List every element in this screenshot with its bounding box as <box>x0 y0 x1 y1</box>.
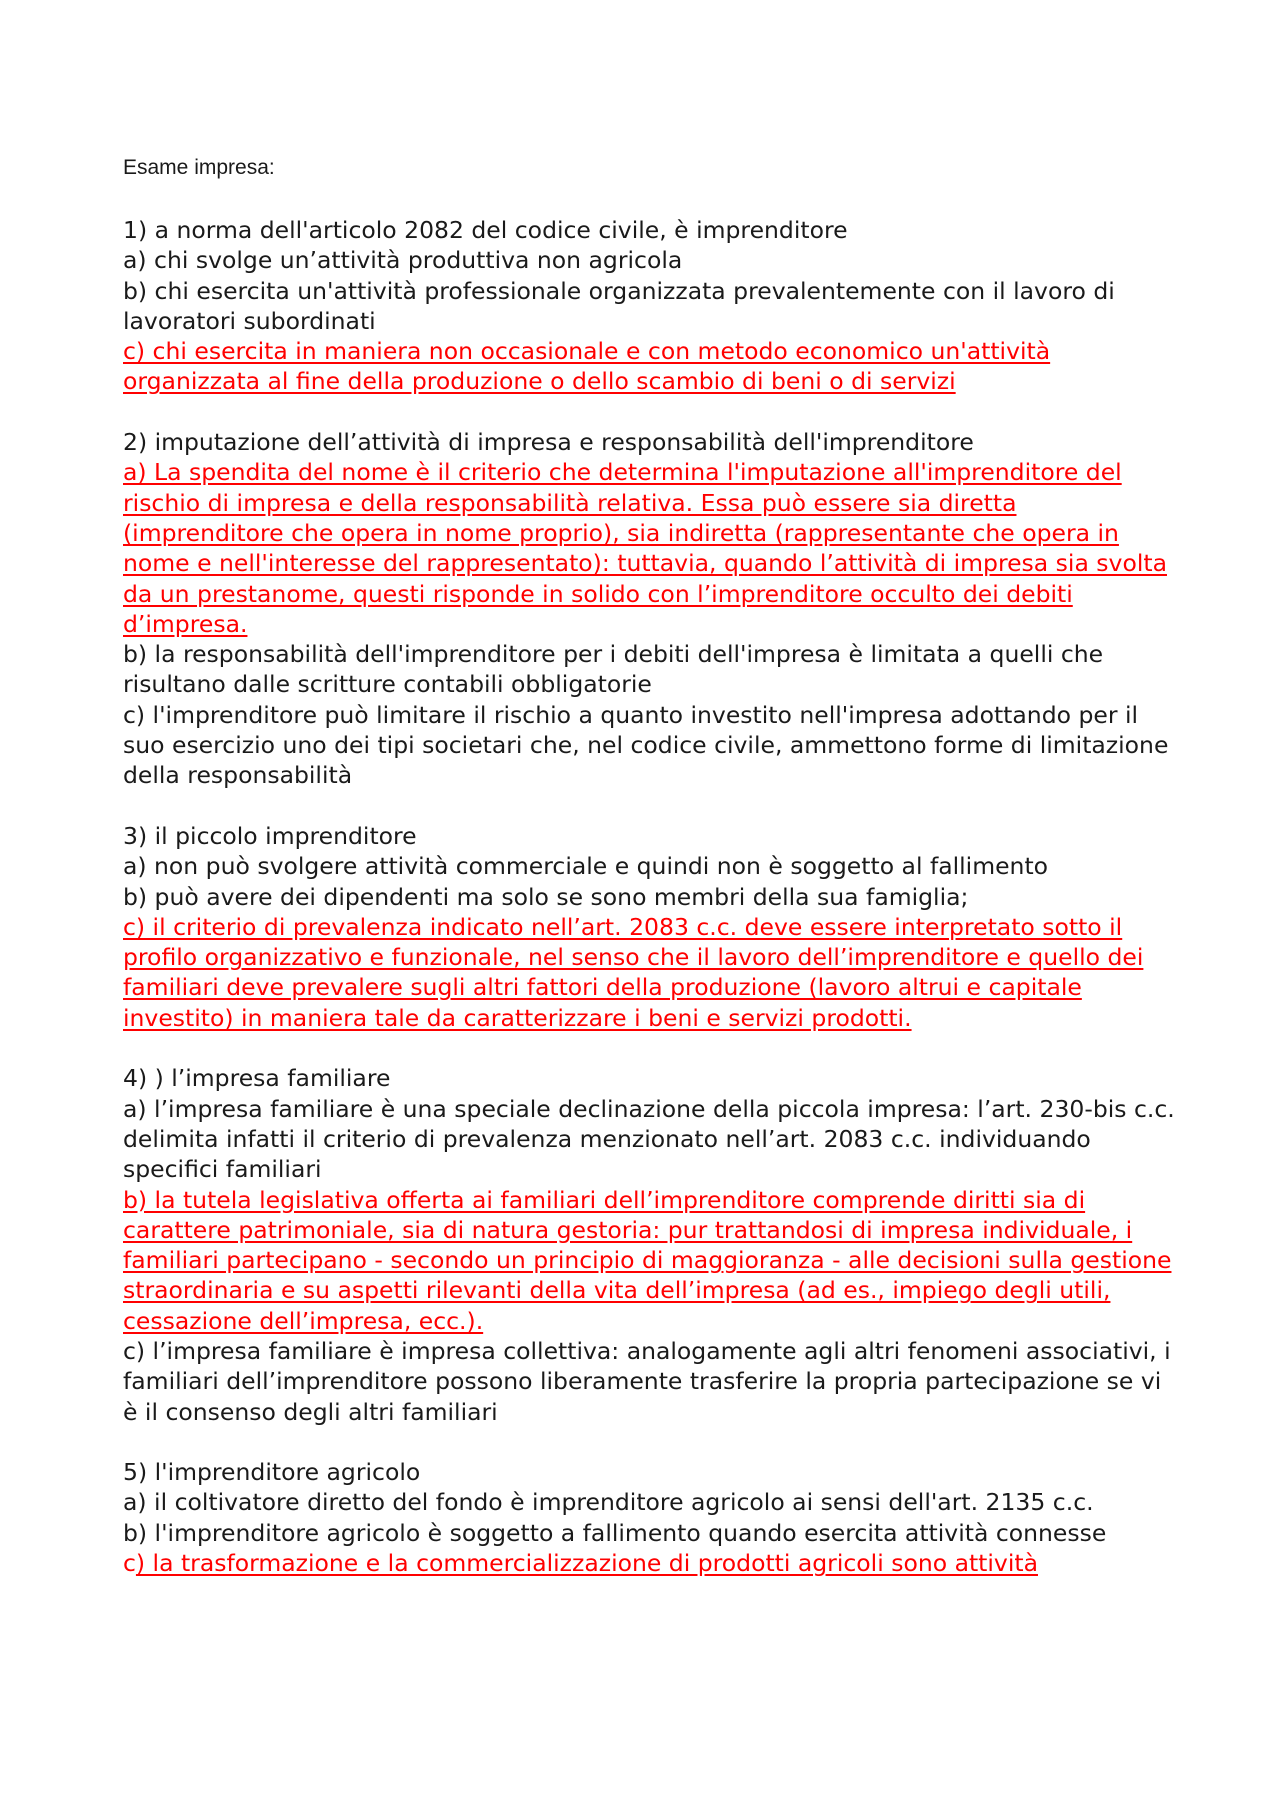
answer-option-b: b) può avere dei dipendenti ma solo se sono membri della sua famiglia; <box>123 882 969 911</box>
question-heading: 2) imputazione dell’attività di impresa e responsabilità dell'imprenditore <box>123 428 974 457</box>
answer-option-a: a) il coltivatore diretto del fondo è imprenditore agricolo ai sensi dell'art. 2135 c.c. <box>123 1488 1094 1517</box>
question-2 <box>123 427 1183 791</box>
answer-option-c-prefix: c <box>123 1549 136 1578</box>
document-title: Esame impresa: <box>123 156 275 179</box>
answer-option-b-correct: b) la tutela legislativa offerta ai familiari dell’imprenditore comprende diritti sia di carattere patrimoniale, sia di natura gestoria: pur trattandosi di impresa individuale, i familiari partecipano - secondo un principio di maggioranza - alle decisioni sulla gestione straordinaria e su aspetti rilevanti della vita dell’impresa (ad es., impiego degli utili, cessazione dell’impresa, ecc.). <box>123 1185 1172 1335</box>
answer-option-c-correct: c) chi esercita in maniera non occasionale e con metodo economico un'attività organizzata al fine della produzione o dello scambio di beni o di servizi <box>123 337 1051 396</box>
question-5 <box>123 1457 1183 1578</box>
answer-option-b: b) chi esercita un'attività professionale organizzata prevalentemente con il lavoro di lavoratori subordinati <box>123 276 1115 335</box>
answer-option-a: a) l’impresa familiare è una speciale declinazione della piccola impresa: l’art. 230-bis c.c. delimita infatti il criterio di prevalenza menzionato nell’art. 2083 c.c. individuando specifici familiari <box>123 1094 1175 1184</box>
question-3 <box>123 821 1183 1033</box>
answer-option-a: a) chi svolge un’attività produttiva non agricola <box>123 246 683 275</box>
answer-option-c-correct <box>123 1548 1183 1578</box>
question-1 <box>123 215 1183 397</box>
answer-option-b: b) la responsabilità dell'imprenditore per i debiti dell'impresa è limitata a quelli che risultano dalle scritture contabili obbligatorie <box>123 640 1104 699</box>
answer-option-a-correct: a) La spendita del nome è il criterio che determina l'imputazione all'imprenditore del rischio di impresa e della responsabilità relativa. Essa può essere sia diretta (imprenditore che opera in nome proprio), sia indiretta (rappresentante che opera in nome e nell'interesse del rappresentato): tuttavia, quando l’attività di impresa sia svolta da un prestanome, questi risponde in solido con l’imprenditore occulto dei debiti d’impresa. <box>123 458 1167 638</box>
answer-option-c-correct: c) il criterio di prevalenza indicato nell’art. 2083 c.c. deve essere interpretato sotto il profilo organizzativo e funzionale, nel senso che il lavoro dell’imprenditore e quello dei familiari deve prevalere sugli altri fattori della produzione (lavoro altrui e capitale investito) in maniera tale da caratterizzare i beni e servizi prodotti. <box>123 912 1144 1032</box>
answer-option-c: c) l'imprenditore può limitare il rischio a quanto investito nell'impresa adottando per il suo esercizio uno dei tipi societari che, nel codice civile, ammettono forme di limitazione della responsabilità <box>123 700 1169 790</box>
answer-option-b: b) l'imprenditore agricolo è soggetto a fallimento quando esercita attività connesse <box>123 1518 1107 1547</box>
answer-option-a: a) non può svolgere attività commerciale e quindi non è soggetto al fallimento <box>123 852 1049 881</box>
question-heading: 5) l'imprenditore agricolo <box>123 1458 421 1487</box>
document-body <box>123 215 1183 1609</box>
question-heading: 4) ) l’impresa familiare <box>123 1064 391 1093</box>
answer-option-c: c) l’impresa familiare è impresa collettiva: analogamente agli altri fenomeni associativi, i familiari dell’imprenditore possono liberamente trasferire la propria partecipazione se vi è il consenso degli altri familiari <box>123 1336 1171 1426</box>
question-4 <box>123 1063 1183 1427</box>
question-heading: 3) il piccolo imprenditore <box>123 821 417 850</box>
answer-option-c-text: ) la trasformazione e la commercializzazione di prodotti agricoli sono attività <box>135 1549 1038 1578</box>
question-heading: 1) a norma dell'articolo 2082 del codice civile, è imprenditore <box>123 216 848 244</box>
